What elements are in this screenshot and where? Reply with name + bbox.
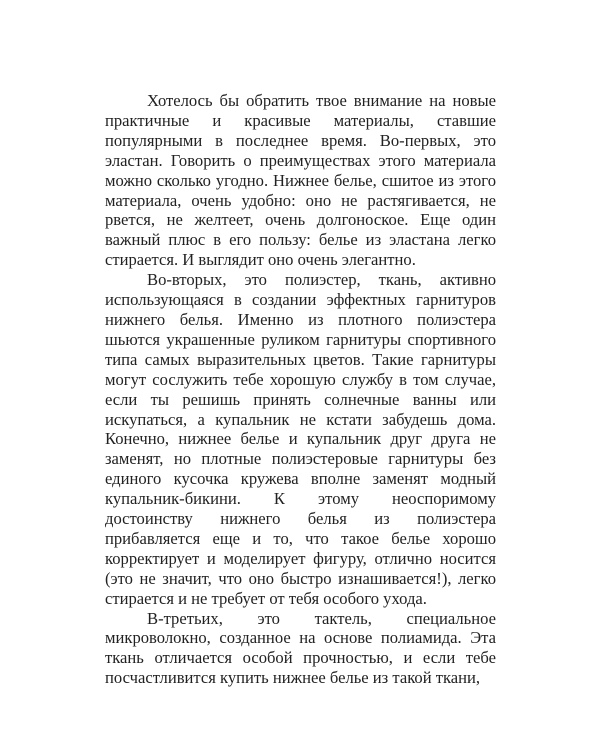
- document-page: [105, 91, 496, 688]
- paragraph-elastane: Хотелось бы обратить твое внимание на новые практичные и красивые материалы, ставшие популярными в последнее время. Во-первых, это эластан. Говорить о преимуществах этого материала можно сколько угодно. Нижнее белье, сшитое из этого материала, очень удобно: оно не растягивается, не рвется, не желтеет, очень долгоноское. Еще один важный плюс в его пользу: белье из эластана легко стирается. И выглядит оно очень элегантно.: [105, 91, 496, 270]
- paragraph-tactel: В-третьих, это тактель, специальное микроволокно, созданное на основе полиамида. Эта ткань отличается особой прочностью, и если тебе посчастливится купить нижнее белье из такой ткани,: [105, 608, 496, 688]
- paragraph-polyester: Во-вторых, это полиэстер, ткань, активно использующаяся в создании эффектных гарнитуров нижнего белья. Именно из плотного полиэстера шьются украшенные руликом гарнитуры спортивного типа самых выразительных цветов. Такие гарнитуры могут сослужить тебе хорошую службу в том случае, если ты решишь принять солнечные ванны или искупаться, а купальник не кстати забудешь дома. Конечно, нижнее белье и купальник друг друга не заменят, но плотные полиэстеровые гарнитуры без единого кусочка кружева вполне заменят модный купальник-бикини. К этому неоспоримому достоинству нижнего белья из полиэстера прибавляется еще и то, что такое белье хорошо корректирует и моделирует фигуру, отлично носится (это не значит, что оно быстро изнашивается!), легко стирается и не требует от тебя особого ухода.: [105, 270, 496, 608]
